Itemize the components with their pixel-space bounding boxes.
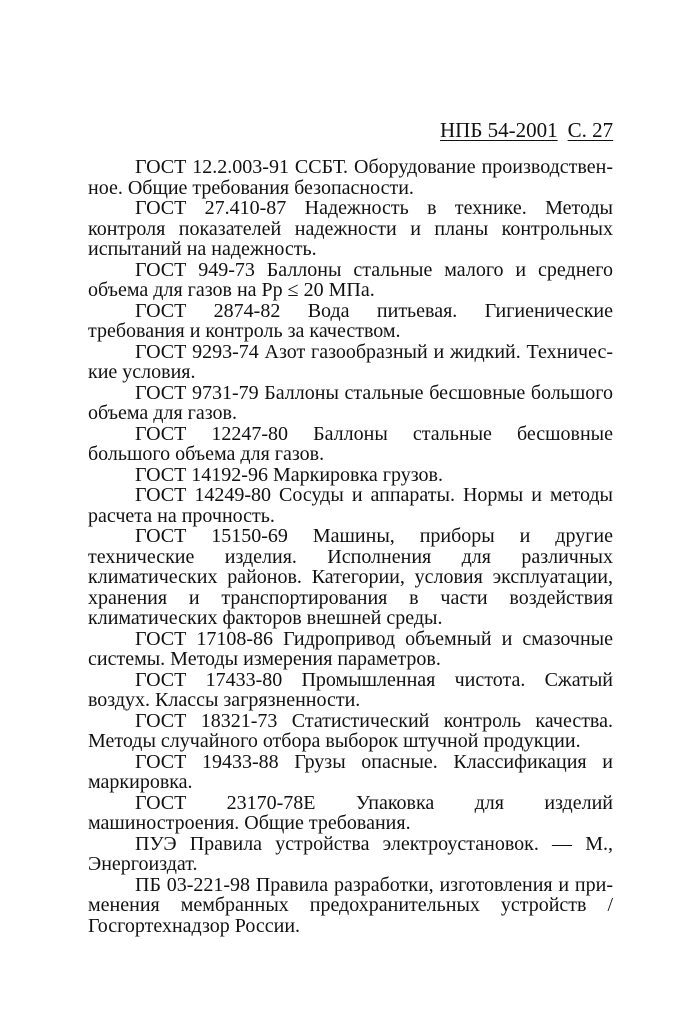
reference-item: ГОСТ 9731-79 Баллоны стальные бесшовные большого объема для газов. [88, 381, 613, 424]
reference-item: ГОСТ 9293-74 Азот газообразный и жидкий. Технические условия. [88, 340, 613, 383]
references-list [88, 157, 613, 936]
reference-item: ГОСТ 14249-80 Сосуды и аппараты. Нормы и методы расчета на прочность. [88, 484, 613, 527]
reference-item: ГОСТ 12.2.003-91 ССБТ. Оборудование производственное. Общие требования безопасности. [88, 156, 613, 199]
reference-item: ГОСТ 17108-86 Гидропривод объемный и смазочные системы. Методы измерения параметров. [88, 627, 613, 670]
reference-item: ГОСТ 23170-78Е Упаковка для изделий машиностроения. Общие требования. [88, 791, 613, 834]
reference-item: ГОСТ 27.410-87 Надежность в технике. Методы контроля показателей надежности и планы контрольных испытаний на надежность. [88, 197, 613, 260]
reference-item: ГОСТ 15150-69 Машины, приборы и другие технические изделия. Исполнения для различных климатических районов. Категории, условия эксплуатации, хранения и транспортирования в части воздействия климатических факторов внешней среды. [88, 525, 613, 629]
reference-item: ГОСТ 18321-73 Статистический контроль качества. Методы случайного отбора выборок штучной продукции. [88, 709, 613, 752]
reference-item: ГОСТ 14192-96 Маркировка грузов. [135, 463, 443, 486]
reference-item: ГОСТ 949-73 Баллоны стальные малого и среднего объема для газов на Pp ≤ 20 МПа. [88, 258, 613, 301]
running-header [440, 118, 618, 142]
page-number: С. 27 [567, 118, 614, 142]
reference-item: ГОСТ 2874-82 Вода питьевая. Гигиенические требования и контроль за качеством. [88, 299, 613, 342]
reference-item: ГОСТ 12247-80 Баллоны стальные бесшовные большого объема для газов. [88, 422, 613, 465]
reference-item: ПБ 03-221-98 Правила разработки, изготовления и применения мембранных предохранительных устройств / Госгортехнадзор России. [88, 873, 613, 937]
reference-item: ПУЭ Правила устройства электроустановок. — М., Энергоиздат. [88, 832, 613, 875]
document-code: НПБ 54-2001 [440, 118, 558, 142]
reference-item: ГОСТ 19433-88 Грузы опасные. Классификация и маркировка. [88, 750, 613, 793]
reference-item: ГОСТ 17433-80 Промышленная чистота. Сжатый воздух. Классы загрязненности. [88, 668, 613, 711]
